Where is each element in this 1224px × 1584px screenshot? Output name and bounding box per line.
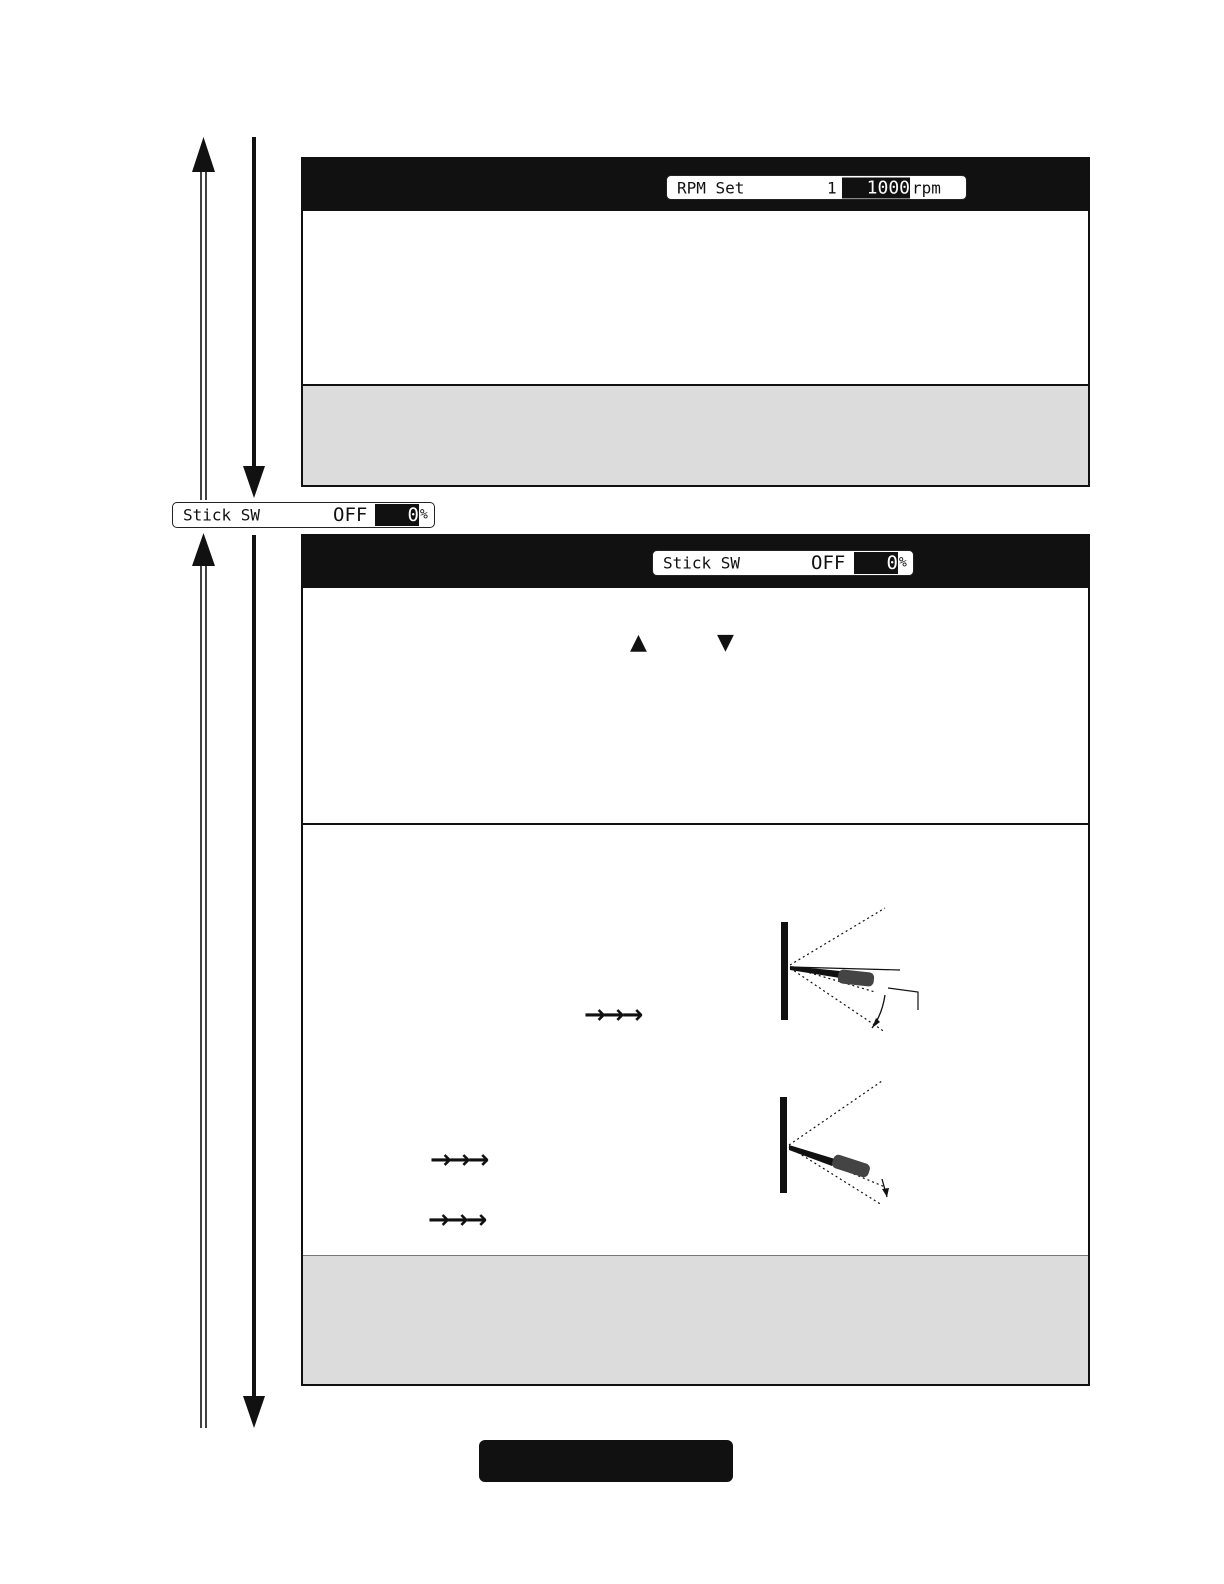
- up-key-icon: ▲: [630, 630, 647, 655]
- stick-sw-header-display: [652, 550, 914, 576]
- rpm-set-display: [666, 175, 967, 200]
- rpm-set-label: RPM Set: [677, 178, 745, 197]
- down-key-icon: ▼: [717, 630, 734, 655]
- stick-sw-panel: [301, 534, 1090, 1386]
- rpm-set-value: 1000: [842, 177, 910, 198]
- arrow-sequence-icon: →→→: [428, 1205, 485, 1235]
- down-arrow-icon: [243, 137, 265, 498]
- stick-sw-header-value: 0: [854, 552, 898, 574]
- stick-sw-header-unit: %: [899, 555, 907, 571]
- stick-angle-illustration: [770, 1075, 910, 1215]
- arrow-sequence-icon: →→→: [584, 1000, 641, 1030]
- arrow-sequence-icon: →→→: [430, 1145, 487, 1175]
- rpm-set-note: [303, 384, 1088, 485]
- stick-sw-label: Stick SW: [183, 505, 261, 525]
- stick-sw-display: [172, 502, 435, 528]
- page-footer-tab: [479, 1440, 733, 1482]
- down-arrow-icon: [243, 535, 265, 1428]
- section-divider: [303, 823, 1088, 825]
- stick-sw-value: 0: [375, 504, 419, 526]
- rpm-set-index: 1: [827, 178, 837, 197]
- stick-sw-header-state: OFF: [811, 552, 846, 574]
- stick-sw-state: OFF: [333, 504, 368, 526]
- stick-angle-illustration: [770, 900, 930, 1040]
- stick-sw-unit: %: [420, 507, 428, 523]
- rpm-set-unit: rpm: [912, 178, 941, 197]
- flow-arrows: [0, 0, 300, 1584]
- stick-sw-header-label: Stick SW: [663, 553, 741, 573]
- up-arrow-icon: [192, 533, 215, 1428]
- stick-sw-note: [303, 1255, 1088, 1384]
- rpm-set-panel: [301, 157, 1090, 487]
- up-arrow-icon: [192, 137, 215, 500]
